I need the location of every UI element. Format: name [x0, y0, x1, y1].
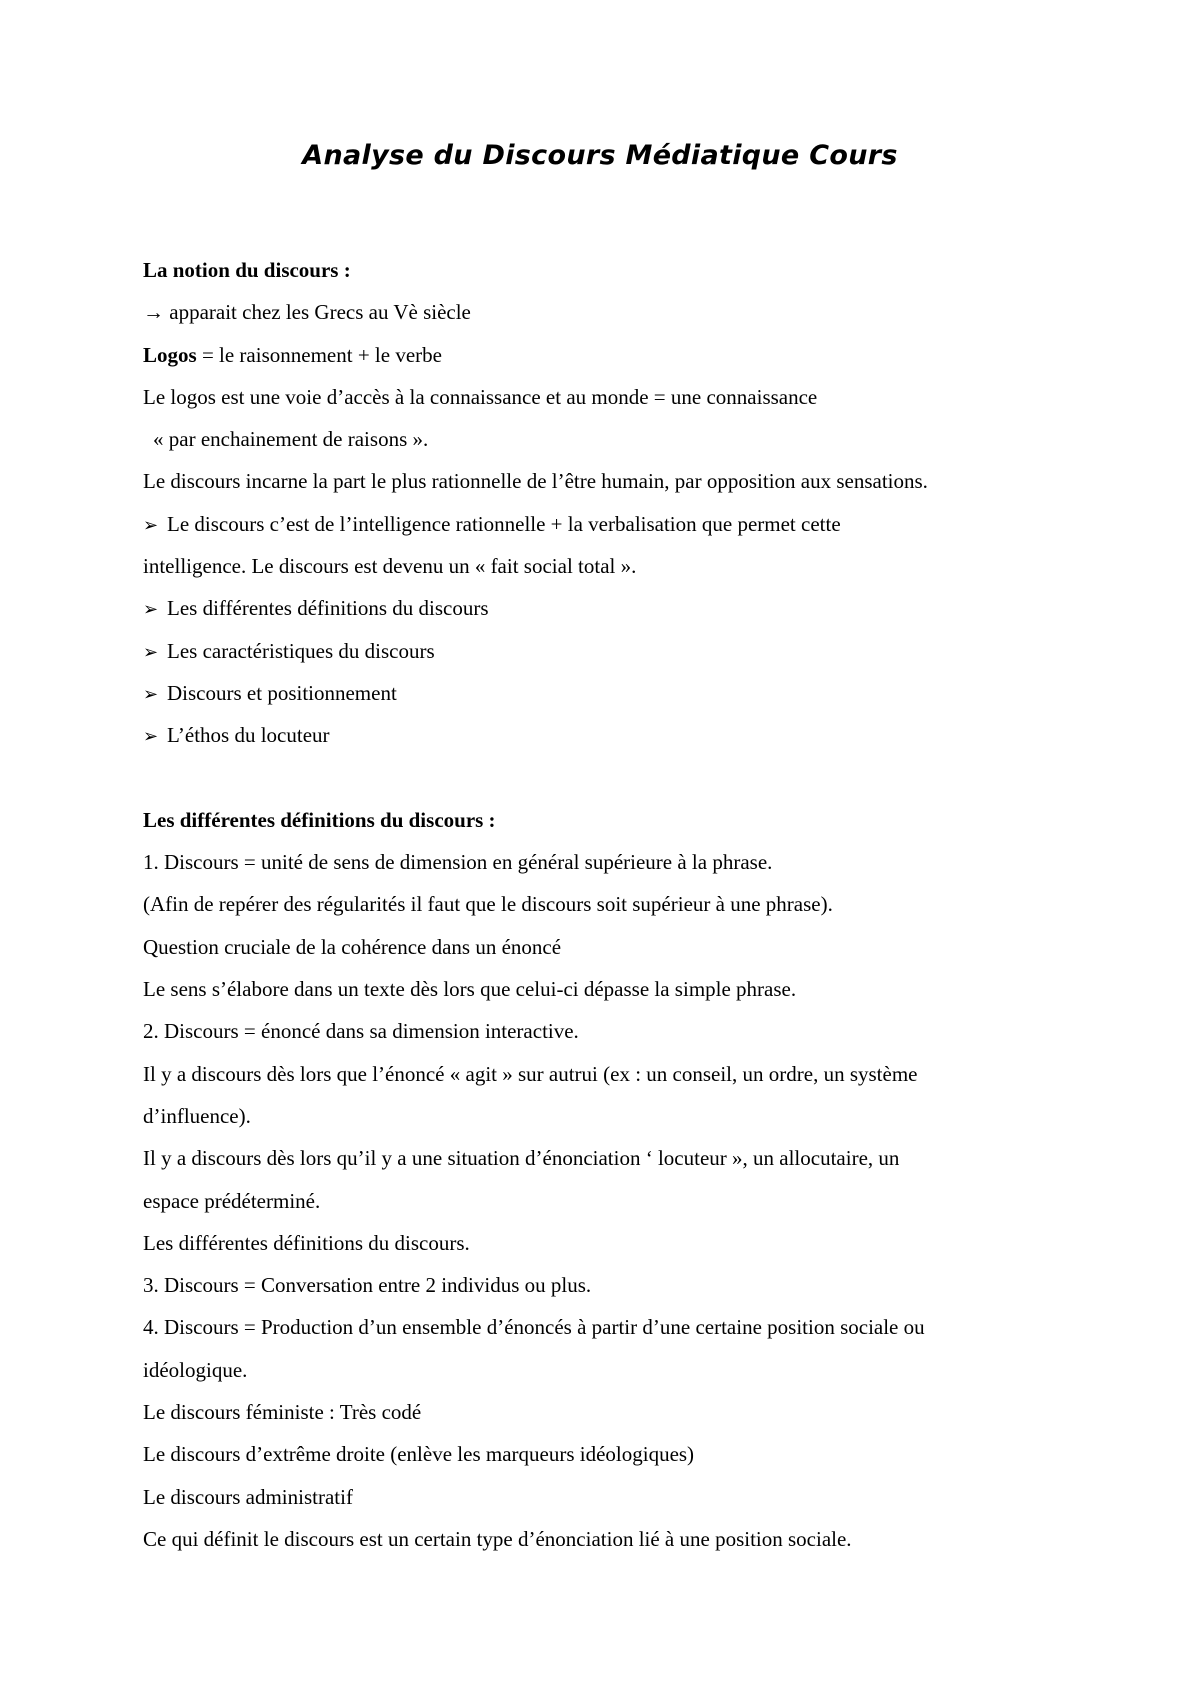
paragraph-line: idéologique.	[143, 1357, 248, 1382]
logos-definition-text: = le raisonnement + le verbe	[196, 342, 442, 367]
paragraph-line: Il y a discours dès lors que l’énoncé « agit » sur autrui (ex : un conseil, un ordre, un système	[143, 1061, 918, 1086]
paragraph-line: Le sens s’élabore dans un texte dès lors que celui-ci dépasse la simple phrase.	[143, 977, 797, 1002]
paragraph-line: d’influence).	[143, 1103, 251, 1128]
section-heading-notion: La notion du discours :	[143, 258, 351, 282]
bullet-item	[143, 630, 1083, 672]
arrow-bullet-icon: ➢	[143, 599, 159, 620]
bullet-item	[143, 714, 1083, 756]
logos-term: Logos	[143, 342, 197, 367]
bullet-text: Les caractéristiques du discours	[167, 638, 435, 663]
arrow-bullet-icon: ➢	[143, 641, 159, 662]
section-heading-definitions: Les différentes définitions du discours :	[143, 807, 496, 832]
paragraph-line: Le discours incarne la part le plus rationnelle de l’être humain, par opposition aux sensations.	[143, 469, 928, 494]
bullet-text: Les différentes définitions du discours	[167, 596, 489, 621]
paragraph-line: Le discours d’extrême droite (enlève les marqueurs idéologiques)	[143, 1442, 695, 1467]
paragraph-line: Les différentes définitions du discours.	[143, 1230, 470, 1255]
logos-definition	[143, 334, 1083, 376]
document-title: Analyse du Discours Médiatique Cours	[302, 140, 898, 171]
paragraph-line: (Afin de repérer des régularités il faut que le discours soit supérieur à une phrase).	[143, 892, 833, 917]
paragraph-line: Le logos est une voie d’accès à la connaissance et au monde = une connaissance	[143, 384, 818, 409]
paragraph-line: 4. Discours = Production d’un ensemble d’énoncés à partir d’une certaine position sociale ou	[143, 1315, 925, 1340]
bullet-item	[143, 503, 1083, 545]
section-spacer	[143, 757, 1083, 799]
paragraph-line: Le discours administratif	[143, 1484, 353, 1509]
paragraph-line: 3. Discours = Conversation entre 2 individus ou plus.	[143, 1273, 592, 1298]
bullet-item	[143, 587, 1083, 629]
arrow-bullet-icon: ➢	[143, 514, 159, 535]
paragraph-line: Question cruciale de la cohérence dans un énoncé	[143, 934, 562, 959]
document-body	[143, 249, 1083, 1560]
arrow-bullet-icon: ➢	[143, 726, 159, 747]
paragraph-line: Le discours féministe : Très codé	[143, 1400, 422, 1425]
bullet-text: Discours et positionnement	[167, 680, 397, 705]
paragraph-line: Il y a discours dès lors qu’il y a une situation d’énonciation ‘ locuteur », un allocutaire, un	[143, 1146, 900, 1171]
bullet-item	[143, 672, 1083, 714]
paragraph-line: → apparait chez les Grecs au Vè siècle	[143, 300, 471, 325]
paragraph-line: 2. Discours = énoncé dans sa dimension interactive.	[143, 1019, 579, 1044]
paragraph-line: intelligence. Le discours est devenu un « fait social total ».	[143, 554, 637, 579]
arrow-bullet-icon: ➢	[143, 683, 159, 704]
bullet-text: L’éthos du locuteur	[167, 723, 330, 748]
paragraph-line: Ce qui définit le discours est un certain type d’énonciation lié à une position sociale.	[143, 1526, 852, 1551]
paragraph-line: « par enchainement de raisons ».	[153, 427, 429, 452]
paragraph-line: espace prédéterminé.	[143, 1188, 321, 1213]
paragraph-line: 1. Discours = unité de sens de dimension en général supérieure à la phrase.	[143, 850, 773, 875]
bullet-text: Le discours c’est de l’intelligence rationnelle + la verbalisation que permet cette	[167, 511, 841, 536]
